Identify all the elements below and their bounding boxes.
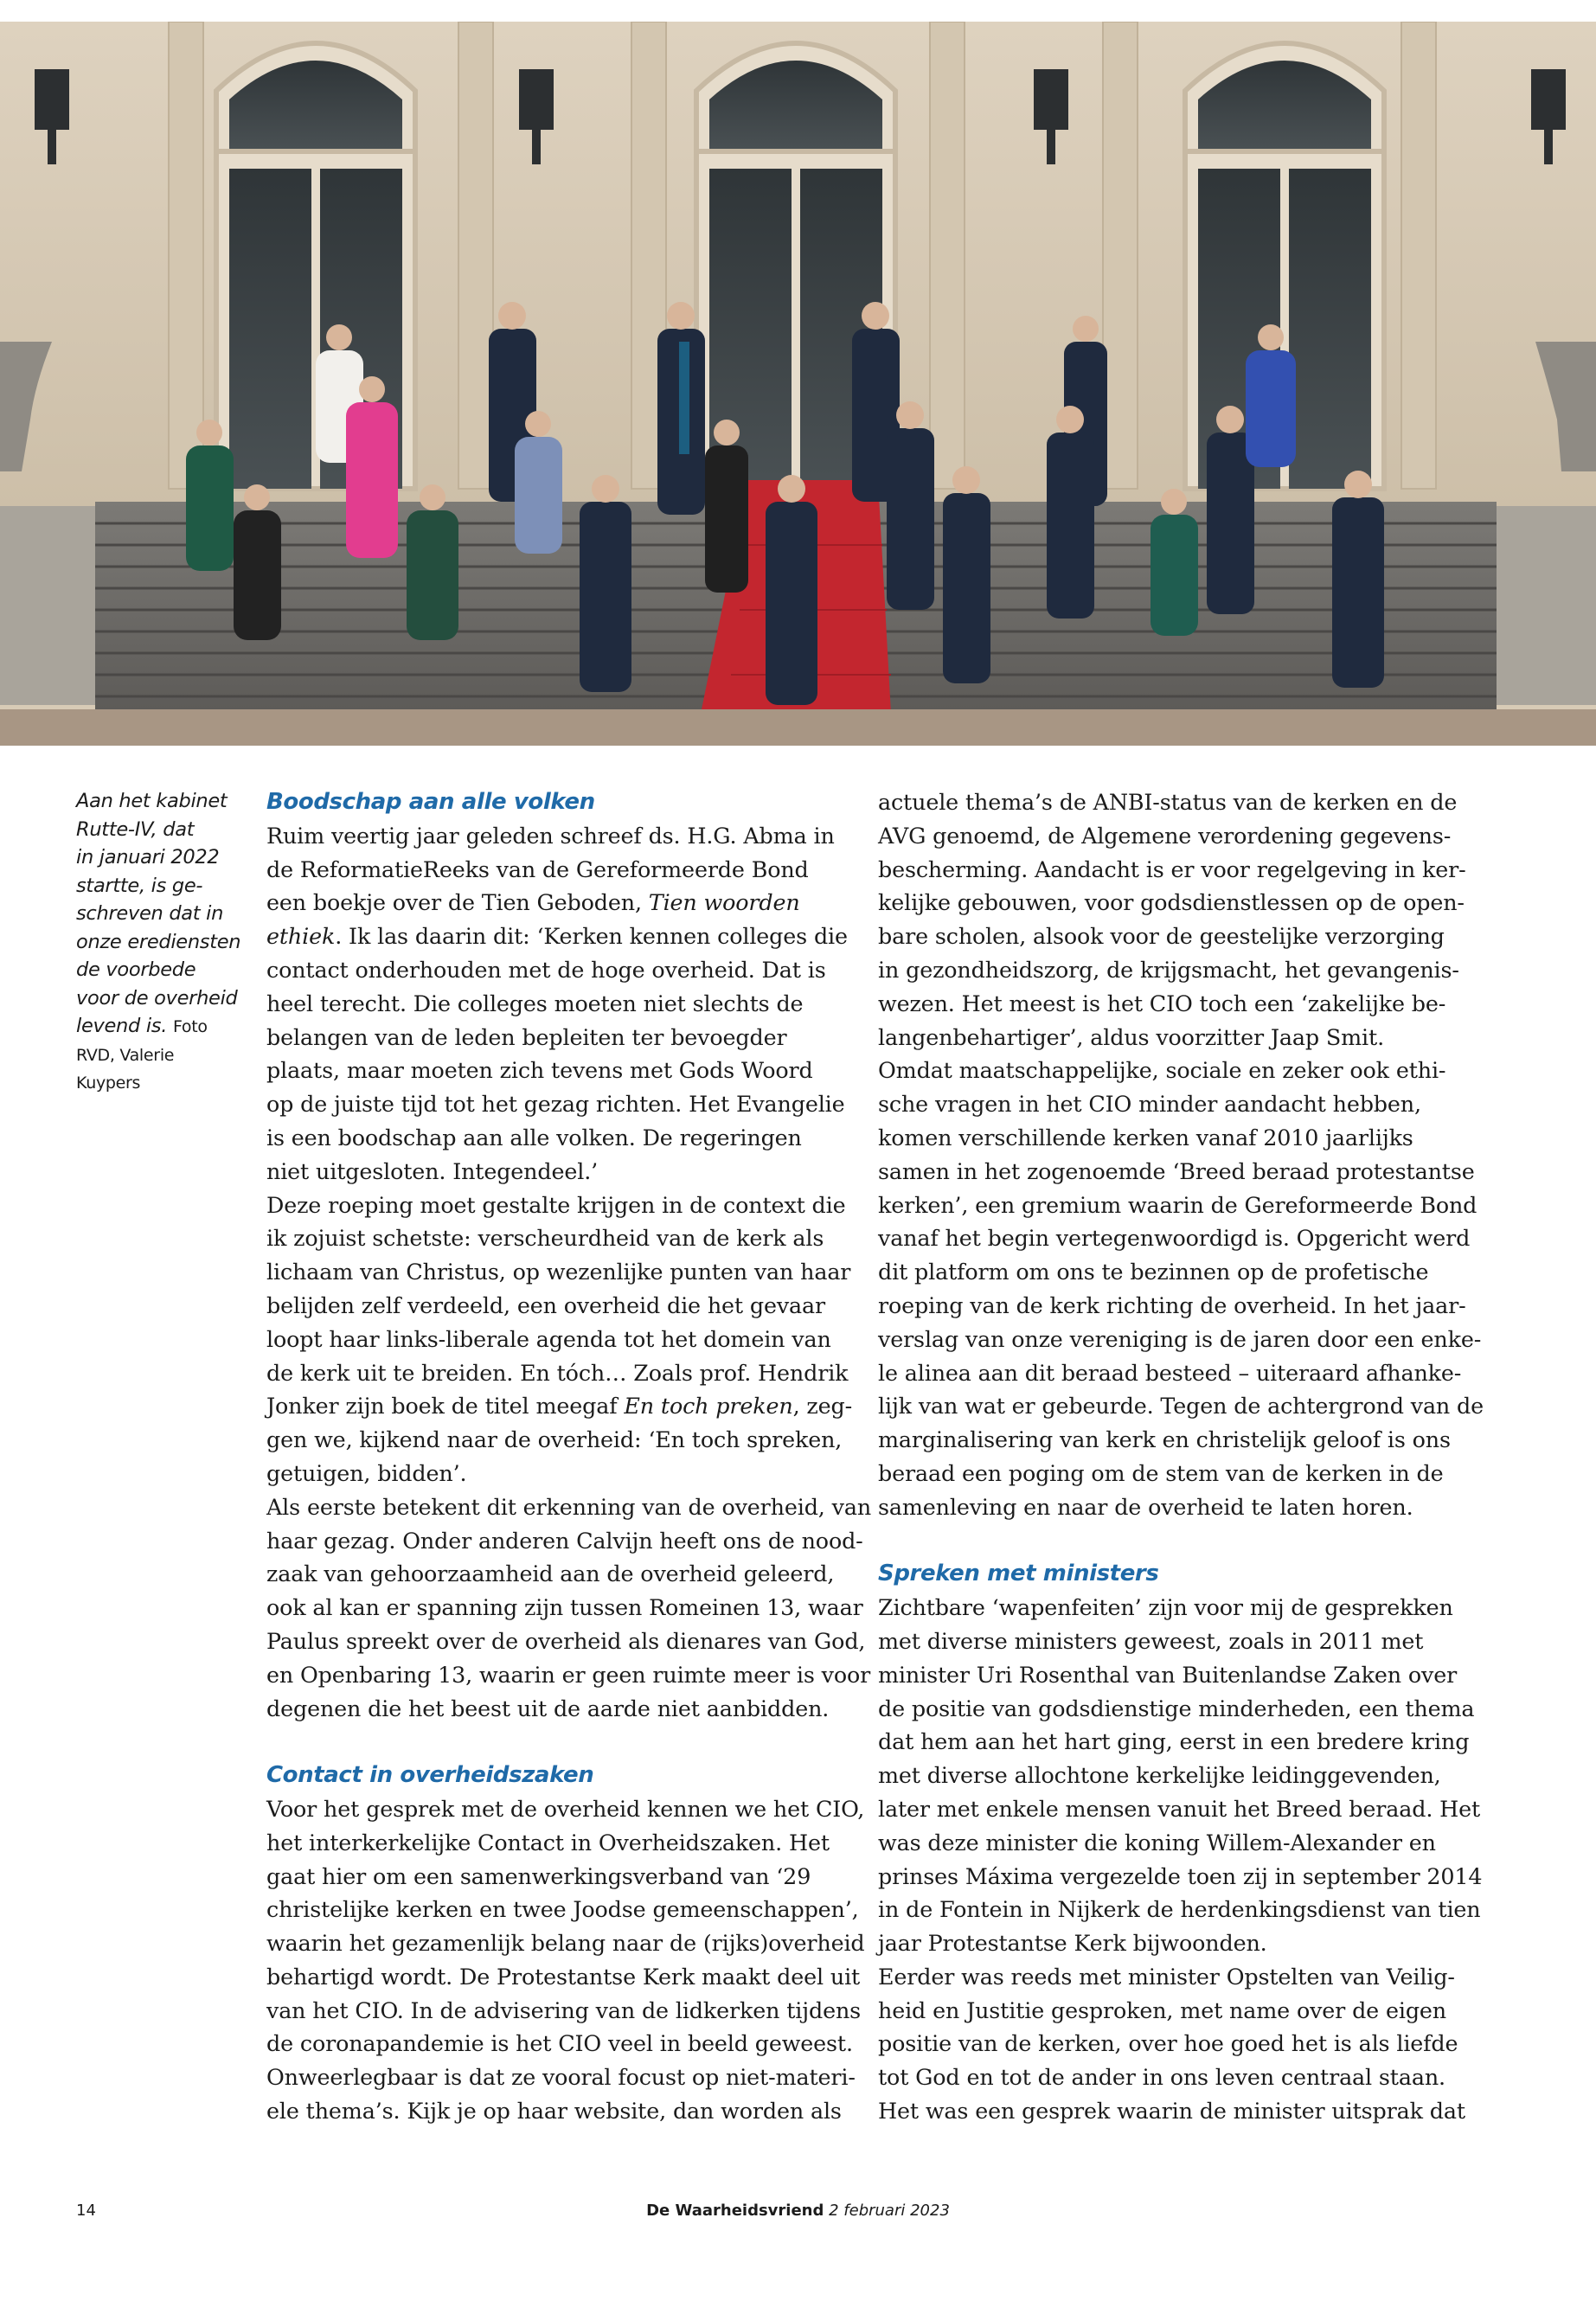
paragraph: Als eerste betekent dit erkenning van de overheid, van haar gezag. Onder anderen Calvijn heeft ons de nood- zaak van gehoorzaamheid aan de overheid geleerd, ook al kan er spanning zijn tussen Romeinen 13, waar Paulus spreekt over de overheid als dienares van God, en Openbaring 13, waarin er geen ruimte meer is voor degenen die het beest uit de aarde niet aanbidden. <box>266 1493 872 1721</box>
caption-line: de voorbede <box>76 958 196 981</box>
paragraph: Voor het gesprek met de overheid kennen we het CIO, het interkerkelijke Contact in Overheidszaken. Het gaat hier om een samenwerkingsverband van ‘29 christelijke kerken en twee Joodse gemeenschappen’, waarin het gezamenlijk belang naar de (rijks)overheid behartigd wordt. De Protestantse Kerk maakt deel uit van het CIO. In de advisering van de lidkerken tijdens de coronapandemie is het CIO veel in beeld geweest. Onweerlegbaar is dat ze vooral focust op niet-materi- ele thema’s. Kijk je op haar website, dan worden als <box>266 1795 865 2125</box>
paragraph: Deze roeping moet gestalte krijgen in de context die ik zojuist schetste: verscheurdheid van de kerk als lichaam van Christus, op wezenlijke punten van haar belijden zelf verdeeld, een overheid die het gevaar loopt haar links-liberale agenda tot het domein van de kerk uit te breiden. En tóch… Zoals prof. Hendrik Jonker zijn boek de titel meegaf En toch preken, zeg- gen we, kijkend naar de overheid: ‘En toch spreken, getuigen, bidden’. <box>266 1191 853 1486</box>
page-number: 14 <box>76 2202 96 2220</box>
section-heading: Boodschap aan alle volken <box>266 789 595 815</box>
photo-credit: Kuypers <box>76 1074 141 1093</box>
paragraph: Eerder was reeds met minister Opstelten van Veilig- heid en Justitie gesproken, met name over de eigen positie van de kerken, over hoe goed het is als liefde tot God en tot de ander in ons leven centraal staan. Het was een gesprek waarin de minister uitsprak dat <box>878 1963 1465 2125</box>
publication-date: 2 februari 2023 <box>829 2202 950 2220</box>
photo-caption <box>76 787 240 1098</box>
paragraph: Zichtbare ‘wapenfeiten’ zijn voor mij de gesprekken met diverse ministers geweest, zoals in 2011 met minister Uri Rosenthal van Buitenlandse Zaken over de positie van godsdienstige minderheden, een thema dat hem aan het hart ging, eerst in een bredere kring met diverse allochtone kerkelijke leidinggevenden, later met enkele mensen vanuit het Breed beraad. Het was deze minister die koning Willem-Alexander en prinses Máxima vergezelde toen zij in september 2014 in de Fontein in Nijkerk de herdenkingsdienst van tien jaar Protestantse Kerk bijwoonden. <box>878 1594 1483 1957</box>
cabinet-photo-illustration <box>0 22 1596 746</box>
pavement <box>0 709 1596 746</box>
caption-line: levend is. <box>76 1015 168 1037</box>
caption-line: Aan het kabinet <box>76 790 228 812</box>
section-heading: Spreken met ministers <box>878 1561 1159 1587</box>
paragraph: Omdat maatschappelijke, sociale en zeker ook ethi- sche vragen in het CIO minder aandacht hebben, komen verschillende kerken vanaf 2010 jaarlijks samen in het zogenoemde ‘Breed beraad protestantse kerken’, een gremium waarin de Gereformeerde Bond vanaf het begin vertegenwoordigd is. Opgericht werd dit platform om ons te bezinnen op de profetische roeping van de kerk richting de overheid. In het jaar- verslag van onze vereniging is de jaren door een enke- le alinea aan dit beraad besteed – uiteraard afhanke- lijk van wat er gebeurde. Tegen de achtergrond van de marginalisering van kerk en christelijk geloof is ons beraad een poging om de stem van de kerken in de samenleving en naar de overheid te laten horen. <box>878 1057 1484 1520</box>
caption-line: Rutte-IV, dat <box>76 817 195 841</box>
paragraph: actuele thema’s de ANBI-status van de kerken en de AVG genoemd, de Algemene verordening gegevens- bescherming. Aandacht is er voor regelgeving in ker- kelijke gebouwen, voor godsdienstlessen op de open- bare scholen, alsook voor de geestelijke verzorging in gezondheidszorg, de krijgsmacht, het gevangenis- wezen. Het meest is het CIO toch een ‘zakelijke be- langenbehartiger’, aldus voorzitter Jaap Smit. <box>878 789 1466 1050</box>
caption-line: schreven dat in <box>76 902 224 925</box>
publication-footer <box>0 2202 1596 2220</box>
caption-line: voor de overheid <box>76 986 238 1009</box>
photo-credit: RVD, Valerie <box>76 1045 175 1065</box>
section-heading: Contact in overheidszaken <box>266 1762 594 1789</box>
caption-line: onze erediensten <box>76 930 241 953</box>
paragraph: Ruim veertig jaar geleden schreef ds. H.G. Abma in de ReformatieReeks van de Gereformeerde Bond een boekje over de Tien Geboden, Tien woorden ethiek. Ik las daarin dit: ‘Kerken kennen colleges die contact onderhouden met de hoge overheid. Dat is heel terecht. Die colleges moeten niet slechts de belangen van de leden bepleiten ter bevoegder plaats, maar moeten zich tevens met Gods Woord op de juiste tijd tot het gezag richten. Het Evangelie is een boodschap aan alle volken. De regeringen niet uitgesloten. Integendeel.’ <box>266 822 848 1184</box>
publication-name: De Waarheidsvriend <box>646 2202 824 2220</box>
caption-line: startte, is ge- <box>76 874 203 897</box>
article-column-left <box>266 785 872 2128</box>
cabinet-photo <box>0 22 1596 746</box>
caption-line: in januari 2022 <box>76 846 220 868</box>
photo-credit: Foto <box>172 1017 208 1036</box>
article-column-right <box>878 785 1484 2128</box>
